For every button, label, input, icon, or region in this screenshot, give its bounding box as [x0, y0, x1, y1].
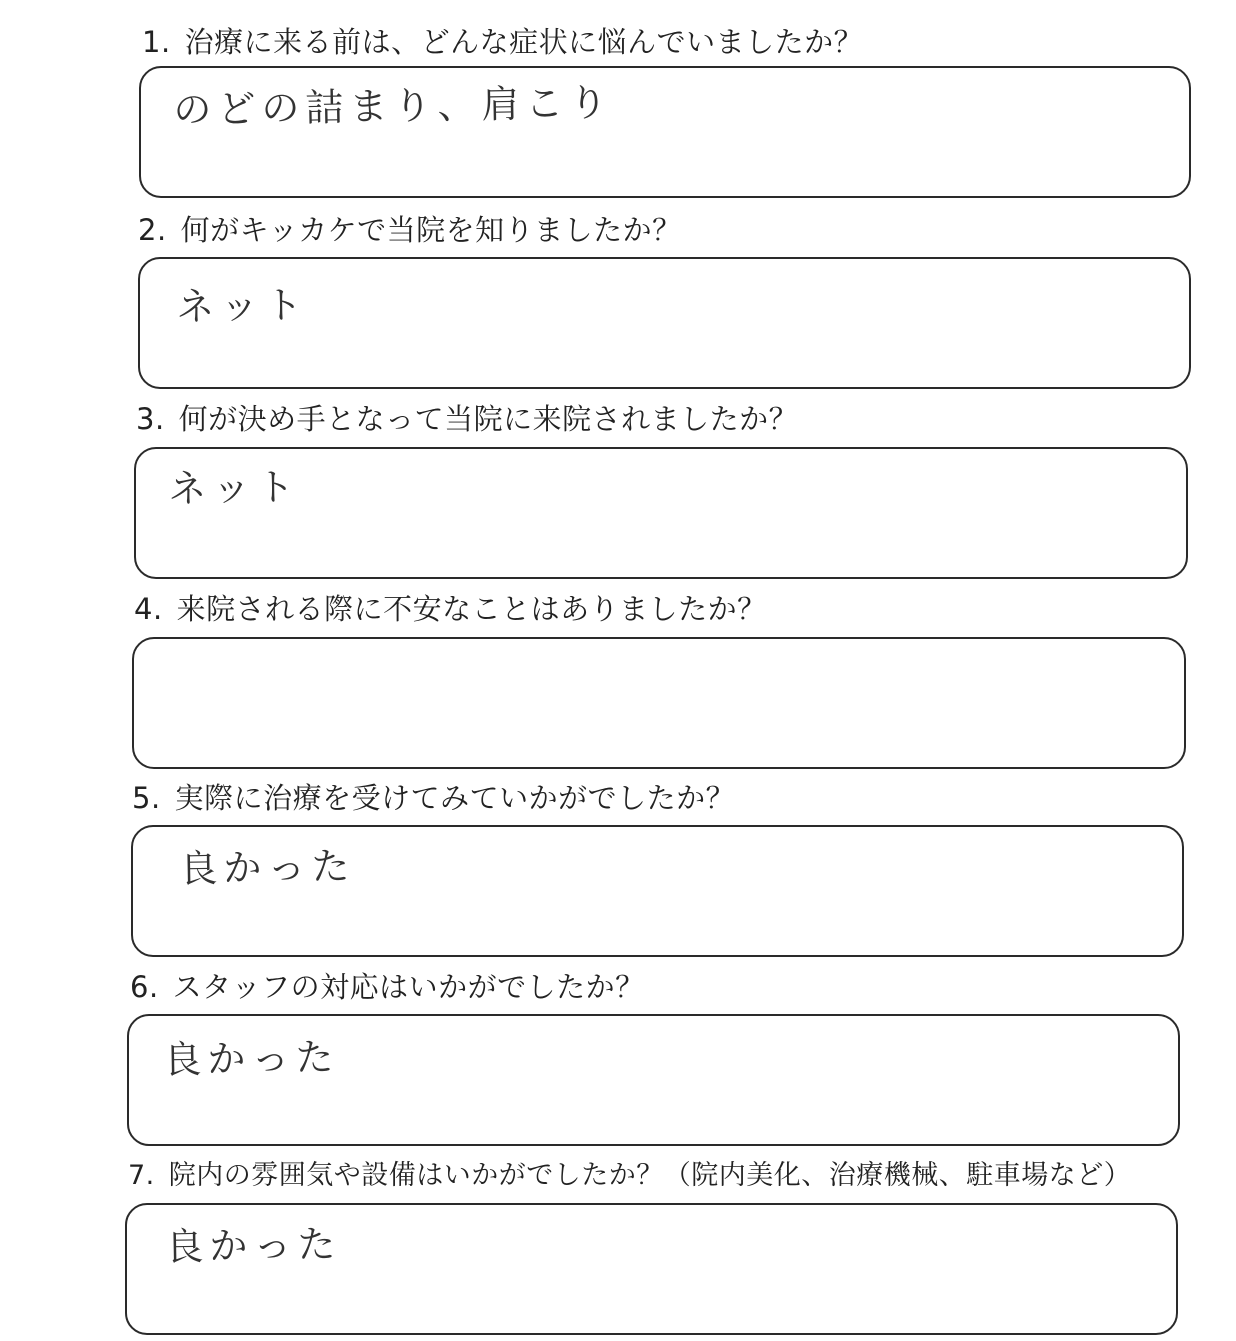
answer-box-6	[127, 1014, 1180, 1146]
answer-box-1	[139, 66, 1191, 198]
question-number: 2.	[138, 213, 167, 247]
question-5	[132, 780, 735, 816]
handwritten-answer: 良かった	[165, 1221, 342, 1269]
question-number: 1.	[142, 25, 171, 59]
question-number: 5.	[132, 781, 161, 815]
question-1	[142, 24, 863, 60]
question-number: 6.	[130, 970, 159, 1004]
question-number: 4.	[134, 592, 163, 626]
answer-box-4	[132, 637, 1186, 769]
question-6	[130, 969, 645, 1005]
question-3	[136, 401, 798, 437]
question-text: スタッフの対応はいかがでしたか？	[172, 970, 645, 1004]
answer-box-3	[134, 447, 1188, 579]
answer-box-5	[131, 825, 1184, 957]
question-2	[138, 212, 682, 248]
question-text: 院内の雰囲気や設備はいかがでしたか？（院内美化、治療機械、駐車場など）	[168, 1160, 1132, 1191]
question-7	[128, 1158, 1131, 1194]
answer-box-7	[125, 1203, 1178, 1335]
handwritten-answer: ネット	[176, 282, 309, 329]
question-4	[134, 591, 767, 627]
question-text: 何が決め手となって当院に来院されましたか？	[178, 402, 799, 436]
answer-box-2	[138, 257, 1191, 389]
question-number: 3.	[136, 402, 165, 436]
handwritten-answer: 良かった	[163, 1034, 340, 1082]
question-text: 来院される際に不安なことはありましたか？	[176, 592, 767, 626]
question-text: 実際に治療を受けてみていかがでしたか？	[174, 781, 736, 815]
question-number: 7.	[128, 1160, 155, 1191]
question-text: 何がキッカケで当院を知りましたか？	[180, 213, 682, 247]
handwritten-answer: ネット	[168, 464, 301, 511]
question-text: 治療に来る前は、どんな症状に悩んでいましたか？	[184, 25, 864, 59]
handwritten-answer: 良かった	[179, 843, 356, 891]
handwritten-answer: のどの詰まり、肩こり	[173, 80, 614, 132]
